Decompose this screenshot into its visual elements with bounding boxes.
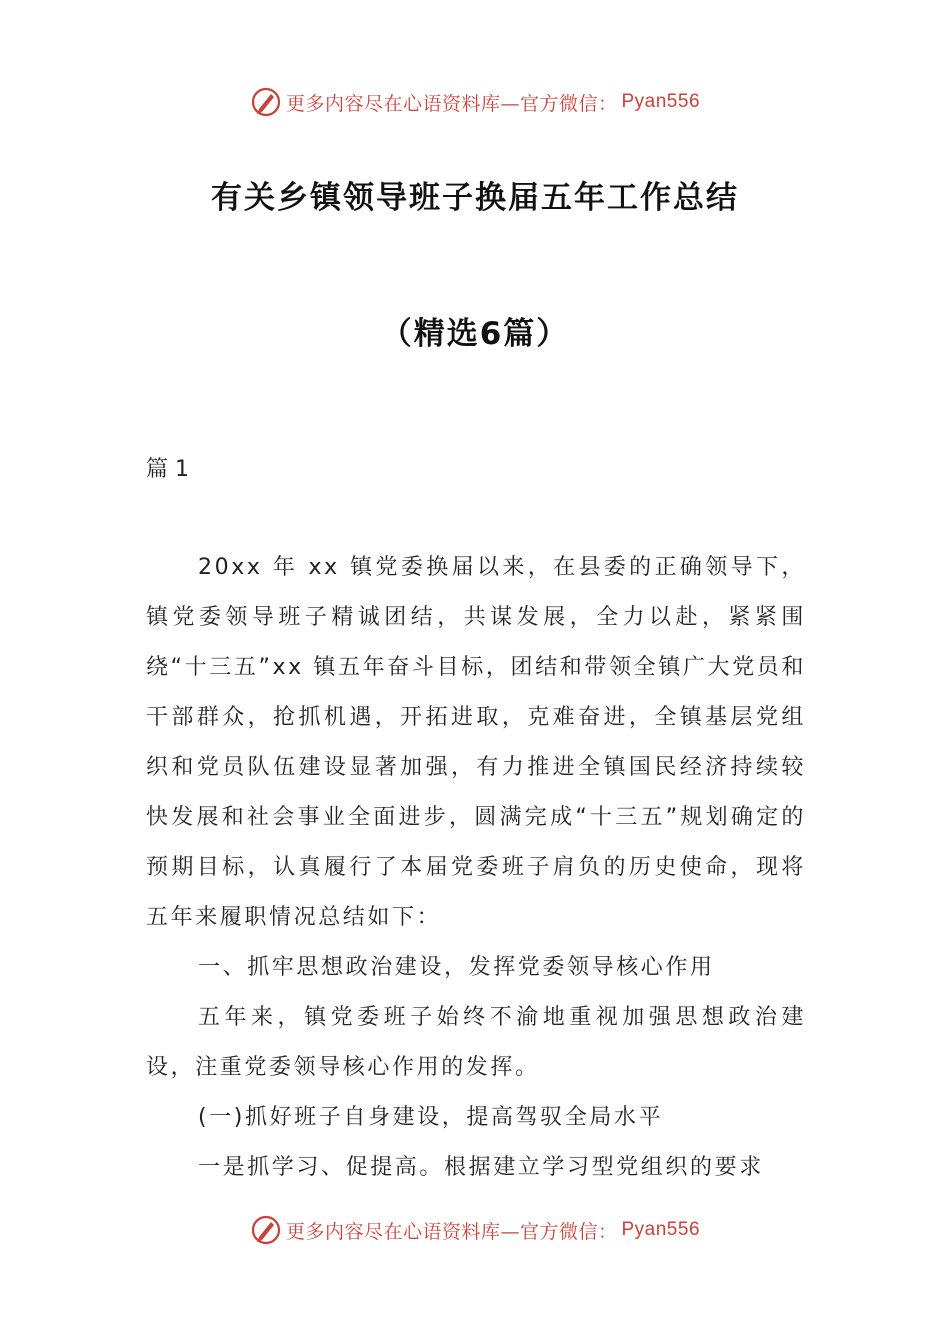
heading-level-1: 一、抓牢思想政治建设，发挥党委领导核心作用 [198, 955, 715, 980]
section-label: 篇 1 [146, 457, 189, 482]
pen-logo-icon [250, 1214, 282, 1246]
document-title: 有关乡镇领导班子换届五年工作总结 [211, 180, 739, 216]
document-subtitle: （精选6篇） [380, 316, 570, 352]
watermark-wechat-id: Pyan556 [621, 91, 701, 112]
watermark-footer [0, 1210, 950, 1250]
watermark-text: 更多内容尽在心语资料库—官方微信： [285, 1220, 618, 1243]
paragraph-point-one: 一是抓学习、促提高。根据建立学习型党组织的要求 [198, 1155, 764, 1180]
heading-level-2: (一)抓好班子自身建设，提高驾驭全局水平 [198, 1105, 664, 1130]
paragraph-summary: 五年来，镇党委班子始终不渝地重视加强思想政治建设，注重党委领导核心作用的发挥。 [146, 1005, 806, 1080]
document-body [146, 543, 806, 1193]
pen-logo-icon [250, 86, 282, 118]
watermark-header [0, 82, 950, 122]
watermark-wechat-id: Pyan556 [621, 1219, 701, 1240]
watermark-text: 更多内容尽在心语资料库—官方微信： [285, 92, 618, 115]
paragraph-intro: 20xx 年 xx 镇党委换届以来，在县委的正确领导下，镇党委领导班子精诚团结，共谋发展，全力以赴，紧紧围绕“十三五”xx 镇五年奋斗目标，团结和带领全镇广大党员和干部群众，抢抓机遇，开拓进取，克难奋进，全镇基层党组织和党员队伍建设显著加强，有力推进全镇国民经济持续较快发展和社会事业全面进步，圆满完成“十三五”规划确定的预期目标，认真履行了本届党委班子肩负的历史使命，现将五年来履职情况总结如下： [146, 555, 806, 930]
